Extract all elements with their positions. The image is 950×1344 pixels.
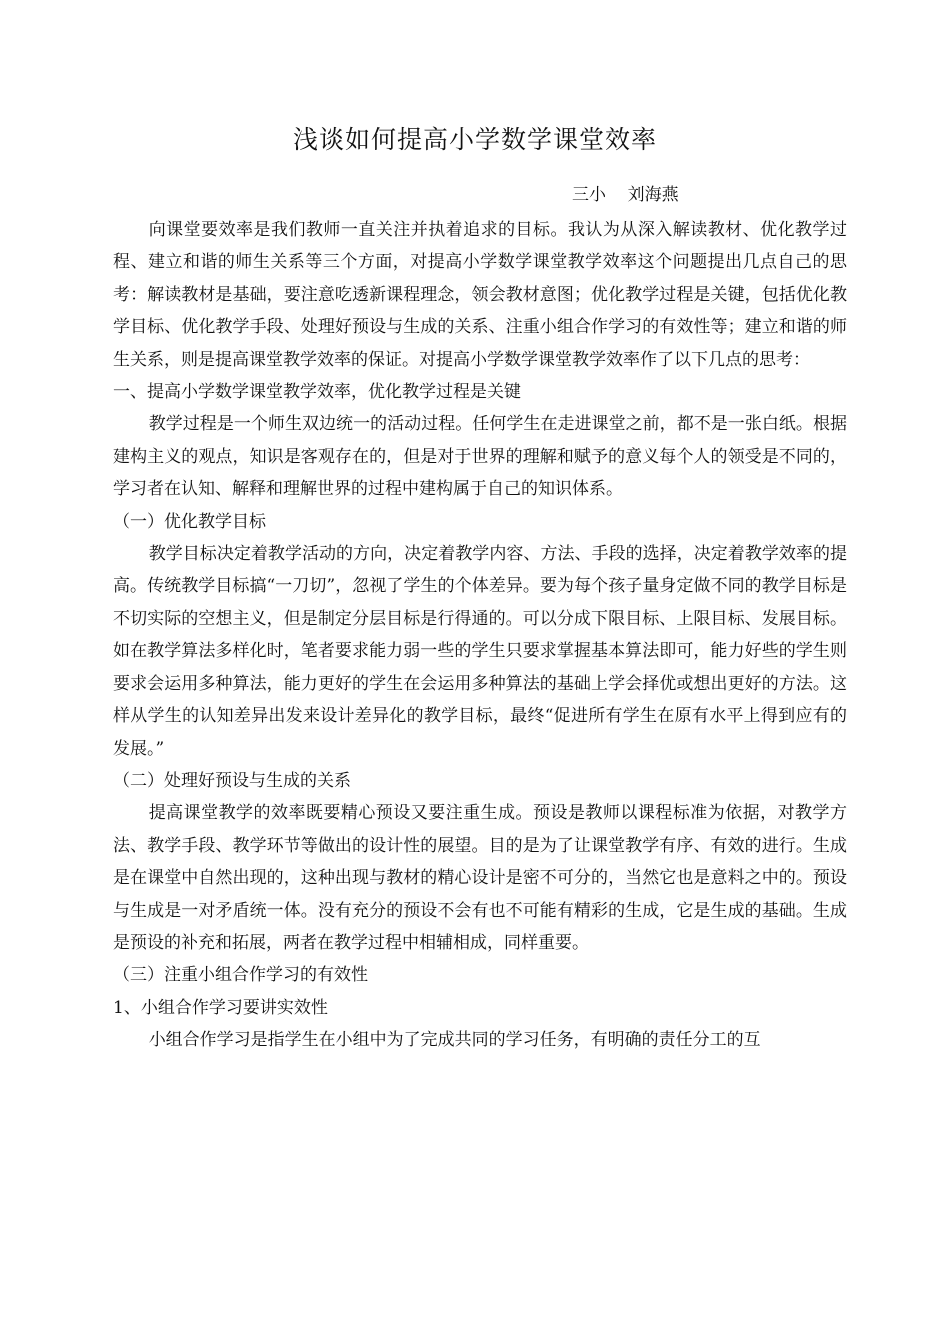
author-line: 三小 刘海燕 bbox=[572, 185, 679, 205]
subsection-heading: （二）处理好预设与生成的关系 bbox=[113, 770, 351, 791]
paragraph: 小组合作学习是指学生在小组中为了完成共同的学习任务，有明确的责任分工的互 bbox=[148, 1030, 761, 1051]
numbered-heading: 1、小组合作学习要讲实效性 bbox=[113, 997, 328, 1018]
subsection-heading: （一）优化教学目标 bbox=[113, 511, 266, 532]
document-body bbox=[113, 214, 847, 1057]
paragraph: 教学过程是一个师生双边统一的活动过程。任何学生在走进课堂之前，都不是一张白纸。根据建构主义的观点，知识是客观存在的，但是对于世界的理解和赋予的意义每个人的领受是不同的，学习者在认知、解释和理解世界的过程中建构属于自己的知识体系。 bbox=[113, 414, 847, 500]
paragraph: 提高课堂教学的效率既要精心预设又要注重生成。预设是教师以课程标准为依据，对教学方法、教学手段、教学环节等做出的设计性的展望。目的是为了让课堂教学有序、有效的进行。生成是在课堂中自然出现的，这种出现与教材的精心设计是密不可分的，当然它也是意料之中的。预设与生成是一对矛盾统一体。没有充分的预设不会有也不可能有精彩的生成，它是生成的基础。生成是预设的补充和拓展，两者在教学过程中相辅相成，同样重要。 bbox=[113, 803, 847, 953]
section-heading: 一、提高小学数学课堂教学效率，优化教学过程是关键 bbox=[113, 382, 521, 403]
paragraph: 向课堂要效率是我们教师一直关注并执着追求的目标。我认为从深入解读教材、优化教学过程、建立和谐的师生关系等三个方面，对提高小学数学课堂教学效率这个问题提出几点自己的思考：解读教材是基础，要注意吃透新课程理念，领会教材意图；优化教学过程是关键，包括优化教学目标、优化教学手段、处理好预设与生成的关系、注重小组合作学习的有效性等；建立和谐的师生关系，则是提高课堂教学效率的保证。对提高小学数学课堂教学效率作了以下几点的思考： bbox=[113, 220, 847, 370]
paragraph: 教学目标决定着教学活动的方向，决定着教学内容、方法、手段的选择，决定着教学效率的提高。传统教学目标搞“一刀切”，忽视了学生的个体差异。要为每个孩子量身定做不同的教学目标是不切实际的空想主义，但是制定分层目标是行得通的。可以分成下限目标、上限目标、发展目标。如在教学算法多样化时，笔者要求能力弱一些的学生只要求掌握基本算法即可，能力好些的学生则要求会运用多种算法，能力更好的学生在会运用多种算法的基础上学会择优或想出更好的方法。这样从学生的认知差异出发来设计差异化的教学目标，最终“促进所有学生在原有水平上得到应有的发展。” bbox=[113, 544, 847, 759]
document-title: 浅谈如何提高小学数学课堂效率 bbox=[292, 125, 657, 154]
subsection-heading: （三）注重小组合作学习的有效性 bbox=[113, 965, 368, 986]
